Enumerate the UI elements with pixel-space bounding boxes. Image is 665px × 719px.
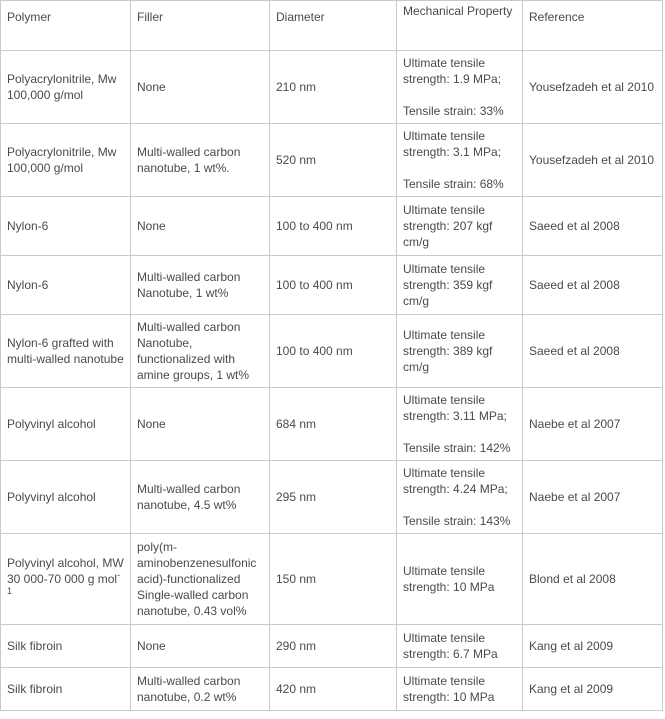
cell-polymer: Polyacrylonitrile, Mw 100,000 g/mol bbox=[1, 124, 131, 197]
cell-polymer: Nylon-6 grafted with multi-walled nanotube bbox=[1, 315, 131, 388]
header-filler: Filler bbox=[131, 1, 270, 51]
cell-diameter: 210 nm bbox=[270, 51, 397, 124]
property-strength: Ultimate tensile strength: 4.24 MPa; bbox=[403, 466, 508, 496]
cell-polymer: Nylon-6 bbox=[1, 256, 131, 315]
property-strain: Tensile strain: 143% bbox=[403, 514, 511, 528]
cell-mechanical-property: Ultimate tensile strength: 10 MPa bbox=[397, 534, 523, 625]
table-row bbox=[1, 256, 663, 315]
property-strength: Ultimate tensile strength: 3.11 MPa; bbox=[403, 393, 507, 423]
cell-mechanical-property: Ultimate tensile strength: 389 kgf cm/g bbox=[397, 315, 523, 388]
cell-filler: None bbox=[131, 388, 270, 461]
table-row bbox=[1, 668, 663, 711]
cell-mechanical-property: Ultimate tensile strength: 6.7 MPa bbox=[397, 625, 523, 668]
cell-filler: Multi-walled carbon nanotube, 4.5 wt% bbox=[131, 461, 270, 534]
cell-reference: Saeed et al 2008 bbox=[523, 197, 663, 256]
table-row bbox=[1, 197, 663, 256]
table-row bbox=[1, 534, 663, 625]
cell-filler: Multi-walled carbon nanotube, 1 wt%. bbox=[131, 124, 270, 197]
cell-diameter: 290 nm bbox=[270, 625, 397, 668]
cell-filler: Multi-walled carbon Nanotube, functionalized with amine groups, 1 wt% bbox=[131, 315, 270, 388]
cell-reference: Saeed et al 2008 bbox=[523, 315, 663, 388]
cell-filler: Multi-walled carbon Nanotube, 1 wt% bbox=[131, 256, 270, 315]
cell-polymer: Silk fibroin bbox=[1, 625, 131, 668]
cell-diameter: 520 nm bbox=[270, 124, 397, 197]
cell-filler: None bbox=[131, 197, 270, 256]
cell-mechanical-property bbox=[397, 461, 523, 534]
table-row bbox=[1, 51, 663, 124]
cell-filler: None bbox=[131, 625, 270, 668]
cell-mechanical-property: Ultimate tensile strength: 10 MPa bbox=[397, 668, 523, 711]
table-row bbox=[1, 388, 663, 461]
cell-mechanical-property: Ultimate tensile strength: 207 kgf cm/g bbox=[397, 197, 523, 256]
cell-mechanical-property bbox=[397, 124, 523, 197]
cell-mechanical-property bbox=[397, 51, 523, 124]
cell-filler: Multi-walled carbon nanotube, 0.2 wt% bbox=[131, 668, 270, 711]
property-strain: Tensile strain: 33% bbox=[403, 104, 504, 118]
cell-polymer: Nylon-6 bbox=[1, 197, 131, 256]
property-strain: Tensile strain: 68% bbox=[403, 177, 504, 191]
cell-reference: Naebe et al 2007 bbox=[523, 461, 663, 534]
header-mechanical-property: Mechanical Property bbox=[397, 1, 523, 51]
header-reference: Reference bbox=[523, 1, 663, 51]
cell-reference: Yousefzadeh et al 2010 bbox=[523, 124, 663, 197]
header-row bbox=[1, 1, 663, 51]
cell-reference: Yousefzadeh et al 2010 bbox=[523, 51, 663, 124]
cell-diameter: 100 to 400 nm bbox=[270, 197, 397, 256]
cell-reference: Blond et al 2008 bbox=[523, 534, 663, 625]
cell-reference: Kang et al 2009 bbox=[523, 668, 663, 711]
cell-diameter: 420 nm bbox=[270, 668, 397, 711]
cell-polymer bbox=[1, 534, 131, 625]
table-row bbox=[1, 461, 663, 534]
cell-filler: None bbox=[131, 51, 270, 124]
cell-polymer: Polyvinyl alcohol bbox=[1, 388, 131, 461]
property-strength: Ultimate tensile strength: 1.9 MPa; bbox=[403, 56, 502, 86]
header-diameter: Diameter bbox=[270, 1, 397, 51]
cell-diameter: 100 to 400 nm bbox=[270, 315, 397, 388]
polymer-name: Polyvinyl alcohol, MW 30 000-70 000 g mol bbox=[7, 556, 124, 586]
table-row bbox=[1, 124, 663, 197]
cell-polymer: Polyacrylonitrile, Mw 100,000 g/mol bbox=[1, 51, 131, 124]
cell-mechanical-property: Ultimate tensile strength: 359 kgf cm/g bbox=[397, 256, 523, 315]
cell-filler: poly(m-aminobenzenesulfonic acid)-functionalized Single-walled carbon nanotube, 0.43 vol% bbox=[131, 534, 270, 625]
cell-polymer: Silk fibroin bbox=[1, 668, 131, 711]
cell-polymer: Polyvinyl alcohol bbox=[1, 461, 131, 534]
cell-reference: Saeed et al 2008 bbox=[523, 256, 663, 315]
cell-diameter: 295 nm bbox=[270, 461, 397, 534]
cell-reference: Naebe et al 2007 bbox=[523, 388, 663, 461]
property-strain: Tensile strain: 142% bbox=[403, 441, 511, 455]
header-polymer: Polymer bbox=[1, 1, 131, 51]
cell-diameter: 684 nm bbox=[270, 388, 397, 461]
property-strength: Ultimate tensile strength: 3.1 MPa; bbox=[403, 129, 502, 159]
cell-reference: Kang et al 2009 bbox=[523, 625, 663, 668]
table-row bbox=[1, 625, 663, 668]
cell-diameter: 150 nm bbox=[270, 534, 397, 625]
cell-diameter: 100 to 400 nm bbox=[270, 256, 397, 315]
superscript: -1 bbox=[7, 570, 121, 596]
cell-mechanical-property bbox=[397, 388, 523, 461]
table-row bbox=[1, 315, 663, 388]
